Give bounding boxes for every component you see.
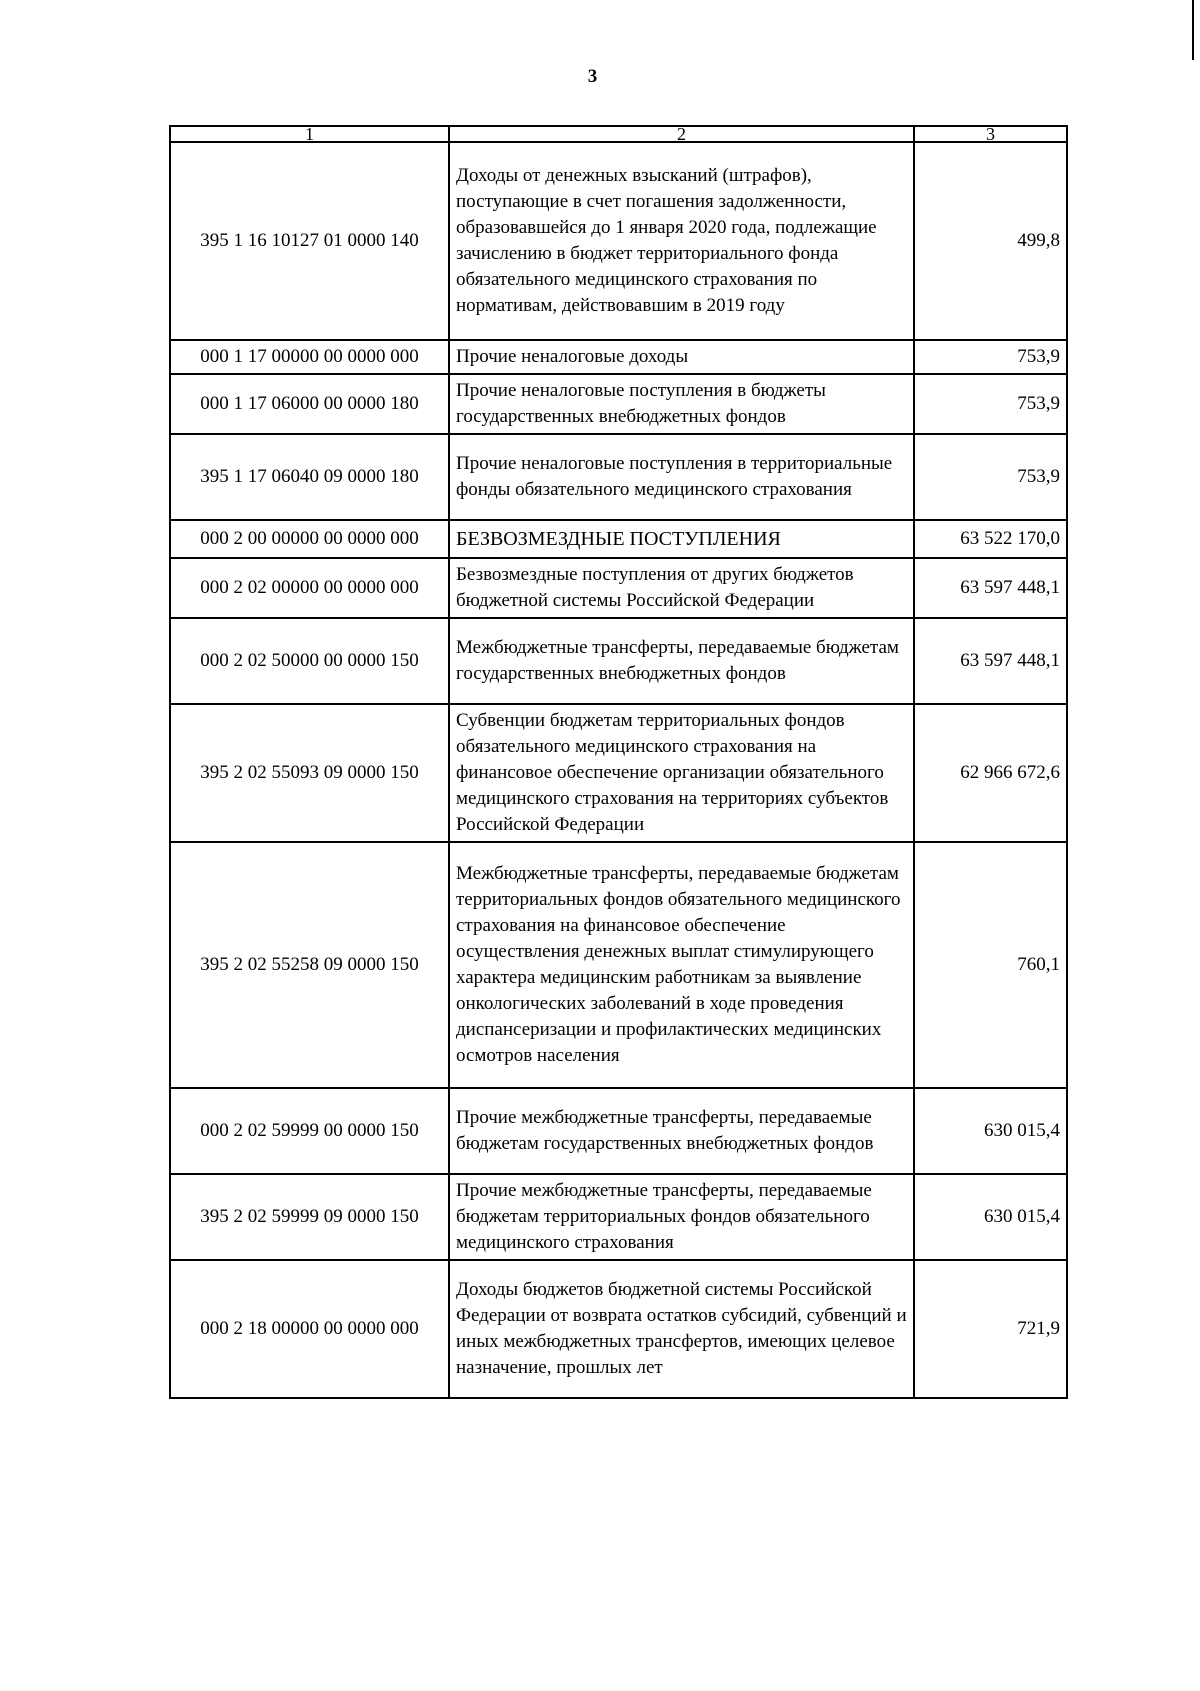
table-row [170,520,1067,558]
row-amount: 62 966 672,6 [914,704,1067,842]
table-row [170,558,1067,618]
row-amount: 630 015,4 [914,1088,1067,1174]
row-code: 000 2 02 50000 00 0000 150 [170,618,449,704]
row-amount: 753,9 [914,434,1067,520]
table-row [170,842,1067,1088]
row-code: 000 2 00 00000 00 0000 000 [170,520,449,558]
table-row [170,434,1067,520]
row-code: 000 2 02 59999 00 0000 150 [170,1088,449,1174]
row-amount: 63 597 448,1 [914,618,1067,704]
revenue-table [169,125,1068,1399]
column-header-code: 1 [170,126,449,142]
scan-edge-mark [1192,0,1194,60]
row-name: Прочие межбюджетные трансферты, передаваемые бюджетам государственных внебюджетных фондов [449,1088,914,1174]
table-row [170,1088,1067,1174]
row-name: БЕЗВОЗМЕЗДНЫЕ ПОСТУПЛЕНИЯ [449,520,914,558]
row-code: 000 1 17 00000 00 0000 000 [170,340,449,374]
row-code: 395 1 17 06040 09 0000 180 [170,434,449,520]
table-row [170,1260,1067,1398]
table-row [170,340,1067,374]
row-name: Межбюджетные трансферты, передаваемые бюджетам территориальных фондов обязательного медицинского страхования на финансовое обеспечение осуществления денежных выплат стимулирующего характера медицинским работникам за выявление онкологических заболеваний в ходе проведения диспансеризации и профилактических медицинских осмотров населения [449,842,914,1088]
table-row [170,1174,1067,1260]
row-code: 395 1 16 10127 01 0000 140 [170,142,449,340]
row-code: 000 2 02 00000 00 0000 000 [170,558,449,618]
column-header-name: 2 [449,126,914,142]
row-code: 395 2 02 55258 09 0000 150 [170,842,449,1088]
table-row [170,618,1067,704]
row-amount: 760,1 [914,842,1067,1088]
row-code: 000 1 17 06000 00 0000 180 [170,374,449,434]
table-header-row [170,126,1067,142]
row-name: Межбюджетные трансферты, передаваемые бюджетам государственных внебюджетных фондов [449,618,914,704]
row-name: Безвозмездные поступления от других бюджетов бюджетной системы Российской Федерации [449,558,914,618]
row-name: Доходы бюджетов бюджетной системы Российской Федерации от возврата остатков субсидий, субвенций и иных межбюджетных трансфертов, имеющих целевое назначение, прошлых лет [449,1260,914,1398]
row-amount: 499,8 [914,142,1067,340]
row-name: Прочие неналоговые доходы [449,340,914,374]
row-code: 395 2 02 59999 09 0000 150 [170,1174,449,1260]
row-amount: 630 015,4 [914,1174,1067,1260]
row-amount: 63 522 170,0 [914,520,1067,558]
row-amount: 721,9 [914,1260,1067,1398]
row-code: 395 2 02 55093 09 0000 150 [170,704,449,842]
page-number: 3 [587,66,598,87]
table-row [170,374,1067,434]
table-row [170,704,1067,842]
table-row [170,142,1067,340]
row-amount: 753,9 [914,340,1067,374]
row-name: Субвенции бюджетам территориальных фондов обязательного медицинского страхования на финансовое обеспечение организации обязательного медицинского страхования на территориях субъектов Российской Федерации [449,704,914,842]
row-code: 000 2 18 00000 00 0000 000 [170,1260,449,1398]
row-name: Прочие неналоговые поступления в территориальные фонды обязательного медицинского страхования [449,434,914,520]
row-amount: 63 597 448,1 [914,558,1067,618]
row-name: Прочие неналоговые поступления в бюджеты государственных внебюджетных фондов [449,374,914,434]
row-amount: 753,9 [914,374,1067,434]
row-name: Прочие межбюджетные трансферты, передаваемые бюджетам территориальных фондов обязательного медицинского страхования [449,1174,914,1260]
row-name: Доходы от денежных взысканий (штрафов), поступающие в счет погашения задолженности, образовавшейся до 1 января 2020 года, подлежащие зачислению в бюджет территориального фонда обязательного медицинского страхования по нормативам, действовавшим в 2019 году [449,142,914,340]
column-header-amount: 3 [914,126,1067,142]
